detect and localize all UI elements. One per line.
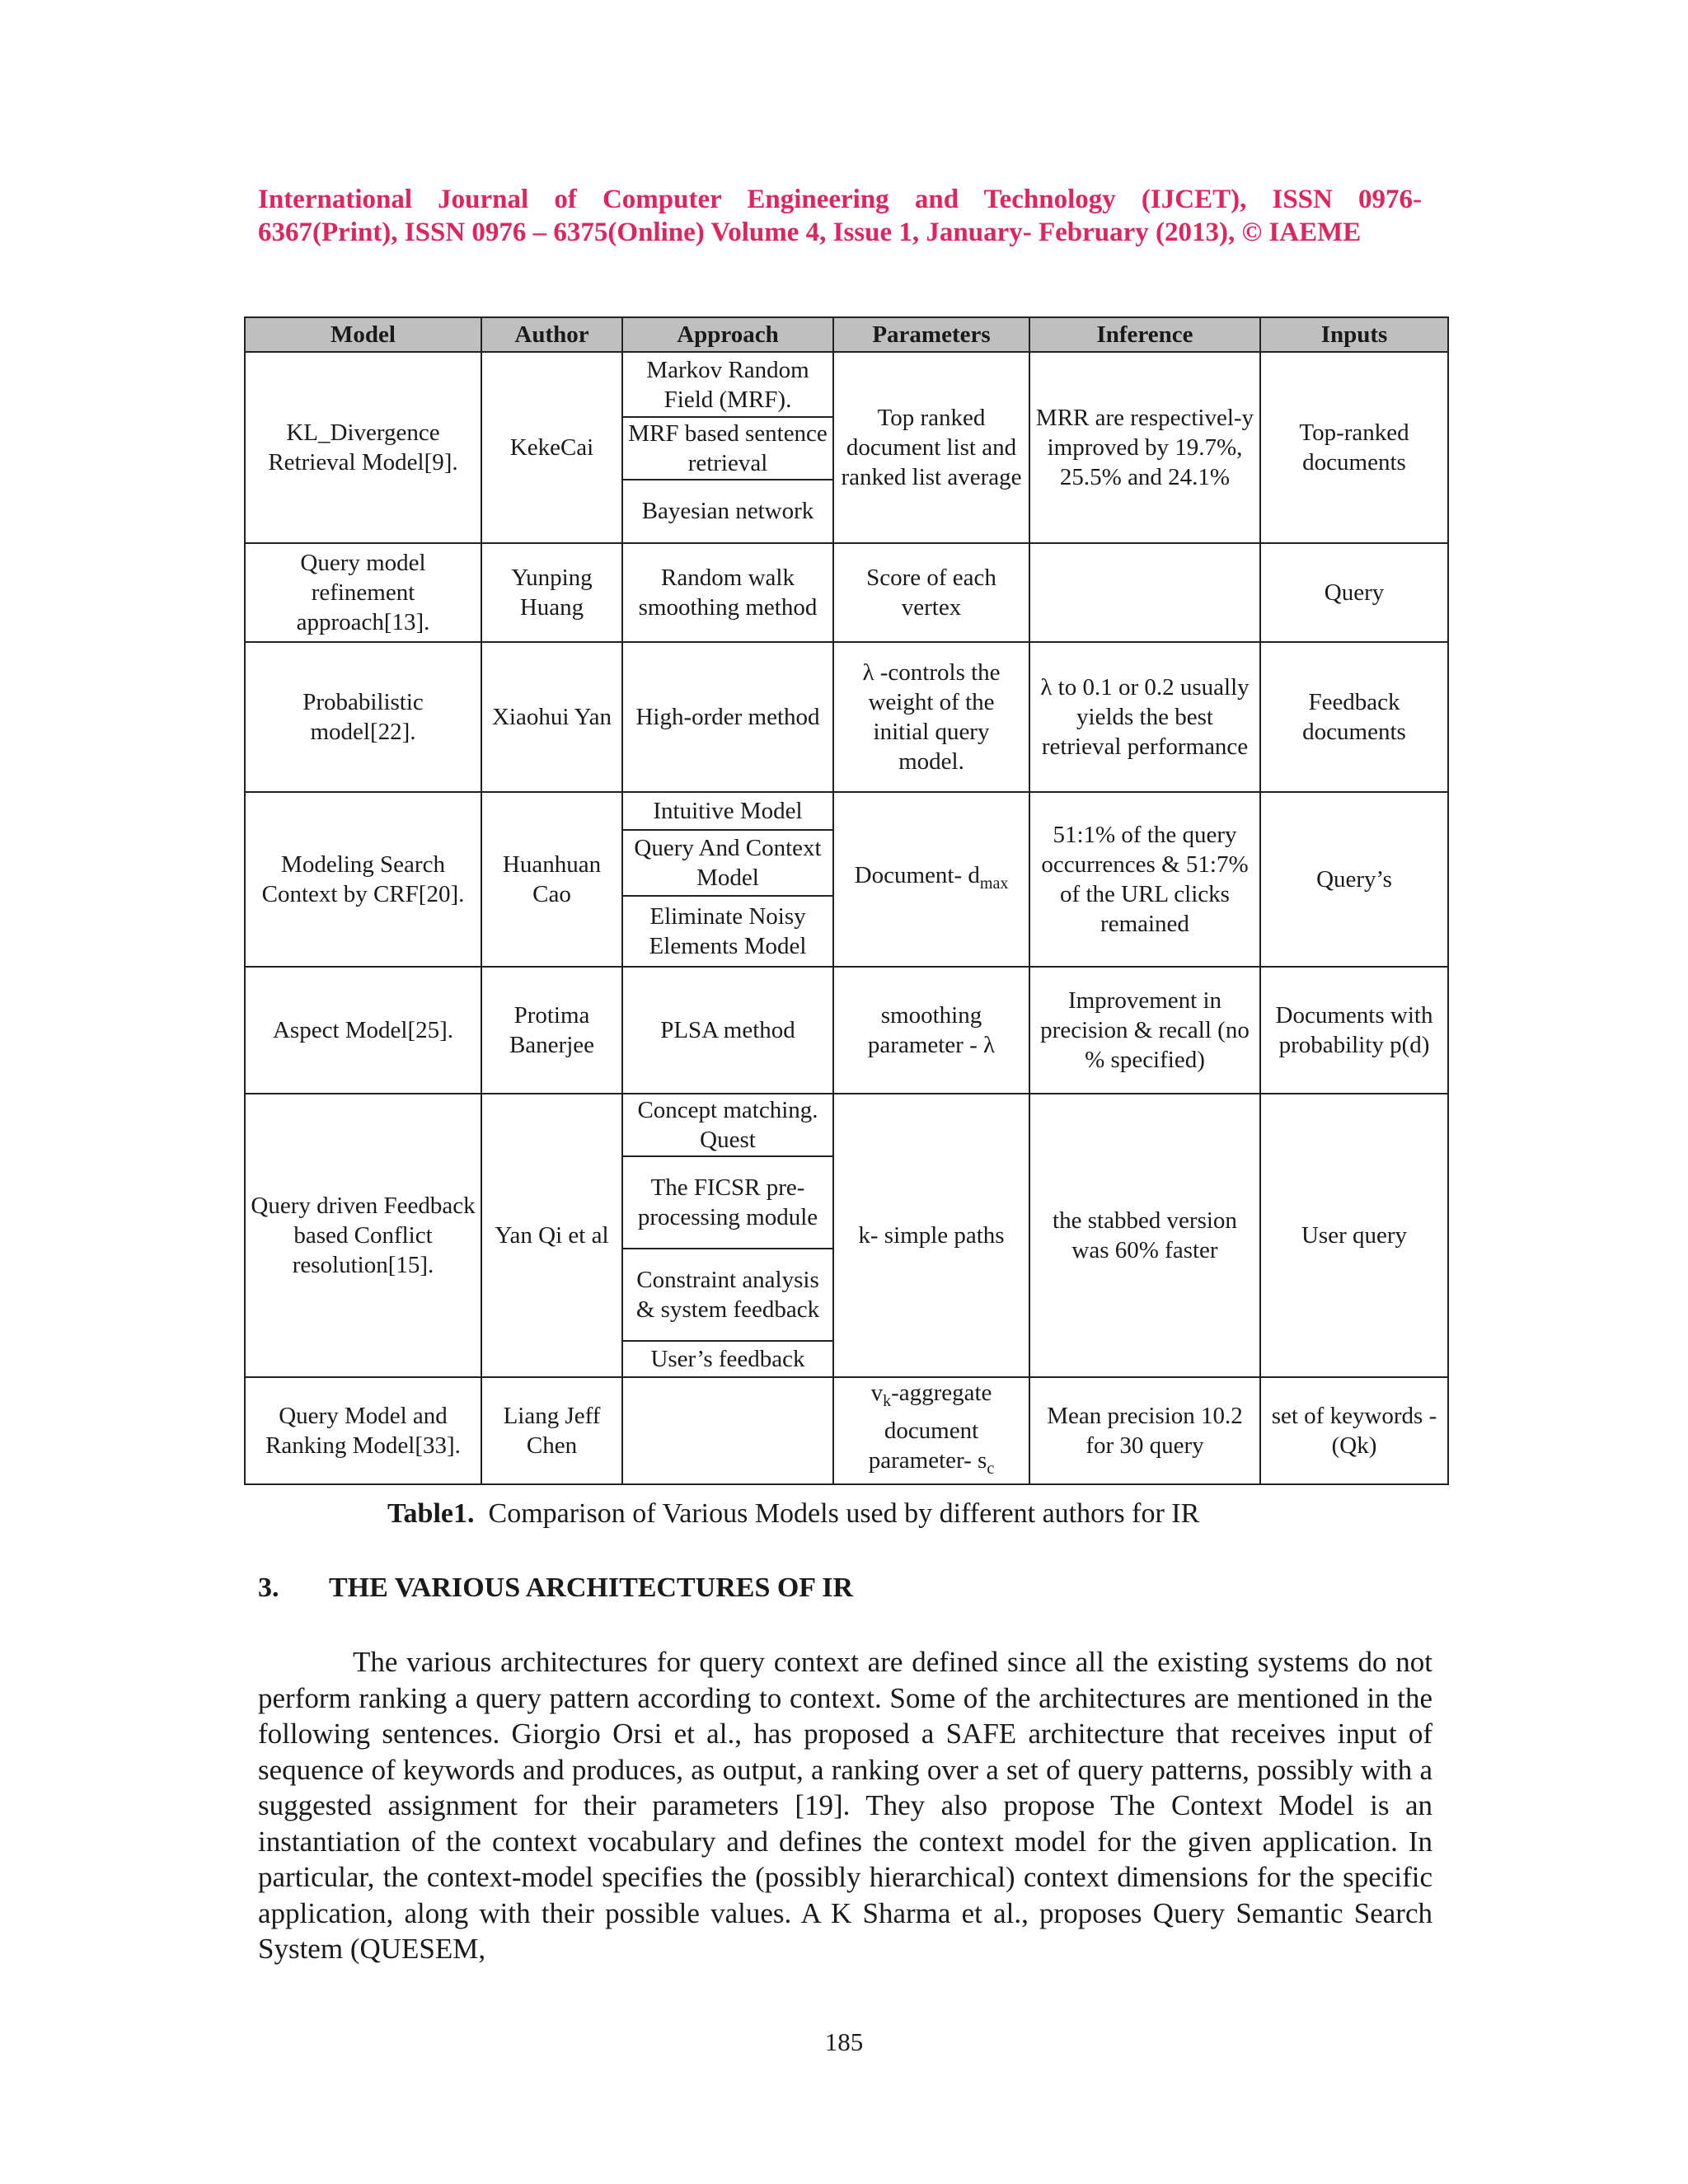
table-row <box>245 792 1448 967</box>
table-row <box>245 642 1448 792</box>
section-number: 3. <box>258 1572 279 1603</box>
approach-item: The FICSR pre-processing module <box>623 1157 832 1249</box>
cell-model: Query driven Feedback based Conflict resolution[15]. <box>245 1094 481 1377</box>
cell-approach: Random walk smoothing method <box>622 543 833 642</box>
approach-item: User’s feedback <box>650 1346 805 1372</box>
cell-inputs: Feedback documents <box>1260 642 1448 792</box>
cell-parameters: λ -controls the weight of the initial query model. <box>833 642 1029 792</box>
approach-item: Bayesian network <box>641 498 814 524</box>
cell-author: Yan Qi et al <box>481 1094 622 1377</box>
cell-model: Modeling Search Context by CRF[20]. <box>245 792 481 967</box>
cell-inference: 51:1% of the query occurrences & 51:7% of the URL clicks remained <box>1029 792 1260 967</box>
table-row <box>245 1094 1448 1377</box>
cell-inputs: set of keywords - (Qk) <box>1260 1377 1448 1484</box>
cell-inference: Improvement in precision & recall (no % specified) <box>1029 967 1260 1094</box>
cell-inference: Mean precision 10.2 for 30 query <box>1029 1377 1260 1484</box>
cell-parameters <box>833 792 1029 967</box>
cell-approach: High-order method <box>622 642 833 792</box>
cell-parameters: Top ranked document list and ranked list average <box>833 352 1029 543</box>
journal-header-line-1: International Journal of Computer Engineering and Technology (IJCET), ISSN 0976- <box>258 185 1422 214</box>
column-header-inference: Inference <box>1029 317 1260 352</box>
cell-author: Huanhuan Cao <box>481 792 622 967</box>
cell-approach <box>622 1377 833 1484</box>
cell-inputs: Documents with probability p(d) <box>1260 967 1448 1094</box>
parameters-text: Document- d <box>854 862 980 889</box>
approach-item: Markov Random Field (MRF). <box>623 354 832 418</box>
journal-header-line-2: 6367(Print), ISSN 0976 – 6375(Online) Volume 4, Issue 1, January- February (2013), © IAEME <box>258 218 1362 247</box>
cell-inference: λ to 0.1 or 0.2 usually yields the best retrieval performance <box>1029 642 1260 792</box>
caption-label: Table1. <box>387 1498 475 1529</box>
cell-author: Yunping Huang <box>481 543 622 642</box>
cell-approach: PLSA method <box>622 967 833 1094</box>
comparison-table <box>244 316 1449 1485</box>
cell-approach <box>622 1094 833 1377</box>
approach-item: Constraint analysis & system feedback <box>623 1249 832 1342</box>
approach-item: Concept matching. Quest <box>623 1094 832 1157</box>
section-heading <box>258 1572 1422 1604</box>
table-row <box>245 352 1448 543</box>
table-caption <box>387 1498 1409 1530</box>
body-paragraph: The various architectures for query context are defined since all the existing systems do not perform ranking a query pattern according to context. Some of the architectures are mentioned in the following sentences. Giorgio Orsi et al., has proposed a SAFE architecture that receives input of sequence of keywords and produces, as output, a ranking over a set of query patterns, possibly with a suggested assignment for their parameters [19]. They also propose The Context Model is an instantiation of the context vocabulary and defines the context model for the given application. In particular, the context-model specifies the (possibly hierarchical) context dimensions for the specific application, along with their possible values. A K Sharma et al., proposes Query Semantic Search System (QUESEM, <box>258 1646 1432 1965</box>
cell-parameters: smoothing parameter - λ <box>833 967 1029 1094</box>
cell-model: KL_Divergence Retrieval Model[9]. <box>245 352 481 543</box>
cell-inference: MRR are respectivel-y improved by 19.7%, 25.5% and 24.1% <box>1029 352 1260 543</box>
journal-header <box>258 183 1422 249</box>
cell-model: Query model refinement approach[13]. <box>245 543 481 642</box>
column-header-inputs: Inputs <box>1260 317 1448 352</box>
cell-model: Query Model and Ranking Model[33]. <box>245 1377 481 1484</box>
table-header-row <box>245 317 1448 352</box>
table-row <box>245 967 1448 1094</box>
cell-model: Probabilistic model[22]. <box>245 642 481 792</box>
parameters-subscript: max <box>979 874 1009 893</box>
cell-inputs: User query <box>1260 1094 1448 1377</box>
cell-author: KekeCai <box>481 352 622 543</box>
cell-model: Aspect Model[25]. <box>245 967 481 1094</box>
approach-item: Query And Context Model <box>623 831 832 897</box>
approach-item: Intuitive Model <box>623 793 832 831</box>
parameters-subscript: c <box>987 1459 995 1478</box>
cell-inputs: Query’s <box>1260 792 1448 967</box>
column-header-model: Model <box>245 317 481 352</box>
page-number: 185 <box>824 2027 864 2056</box>
cell-parameters: Score of each vertex <box>833 543 1029 642</box>
cell-inference <box>1029 543 1260 642</box>
cell-author: Protima Banerjee <box>481 967 622 1094</box>
cell-parameters <box>833 1377 1029 1484</box>
cell-approach <box>622 352 833 543</box>
parameters-subscript: k <box>883 1391 892 1410</box>
table-row <box>245 1377 1448 1484</box>
cell-inputs: Top-ranked documents <box>1260 352 1448 543</box>
approach-item: Eliminate Noisy Elements Model <box>649 903 807 959</box>
table-row <box>245 543 1448 642</box>
caption-text: Comparison of Various Models used by different authors for IR <box>488 1498 1200 1529</box>
cell-author: Xiaohui Yan <box>481 642 622 792</box>
cell-author: Liang Jeff Chen <box>481 1377 622 1484</box>
parameters-text: v <box>870 1380 884 1406</box>
cell-inputs: Query <box>1260 543 1448 642</box>
column-header-parameters: Parameters <box>833 317 1029 352</box>
section-title: THE VARIOUS ARCHITECTURES OF IR <box>329 1572 854 1603</box>
cell-inference: the stabbed version was 60% faster <box>1029 1094 1260 1377</box>
cell-parameters: k- simple paths <box>833 1094 1029 1377</box>
cell-approach <box>622 792 833 967</box>
column-header-approach: Approach <box>622 317 833 352</box>
parameters-text: -aggregate document parameter- s <box>868 1380 992 1474</box>
approach-item: MRF based sentence retrieval <box>623 418 832 480</box>
column-header-author: Author <box>481 317 622 352</box>
